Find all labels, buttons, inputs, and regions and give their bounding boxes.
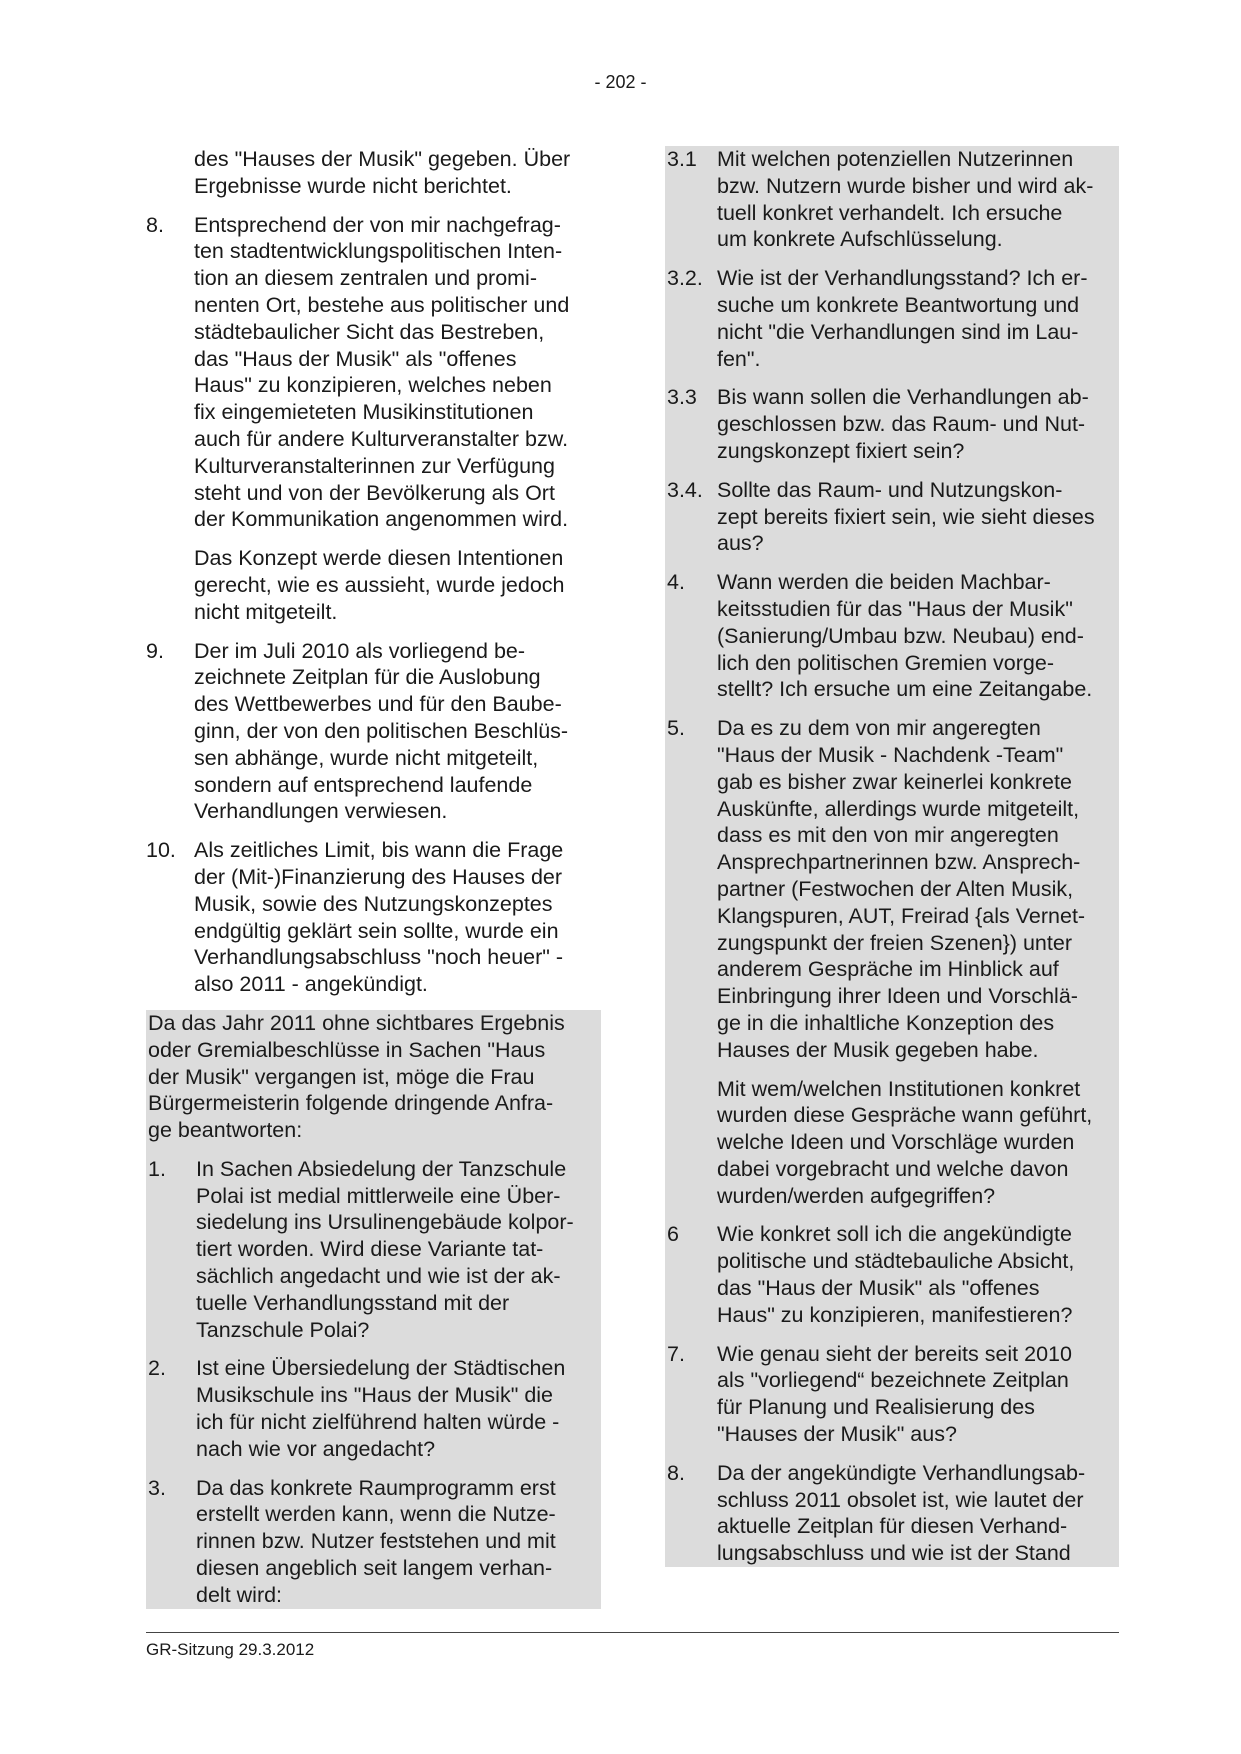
item-number: 8. xyxy=(146,212,164,237)
list-item-10 xyxy=(146,837,601,998)
text-line: Hauses der Musik gegeben habe. xyxy=(717,1037,1039,1062)
text-line: Ist eine Übersiedelung der Städtischen xyxy=(196,1356,566,1381)
item-number: 2. xyxy=(148,1356,166,1381)
text-line: zeichnete Zeitplan für die Auslobung xyxy=(194,665,541,690)
text-line: Da das konkrete Raumprogramm erst xyxy=(196,1475,556,1500)
text-line: Polai ist medial mittlerweile eine Über- xyxy=(196,1183,561,1208)
text-line: Auskünfte, allerdings wurde mitgeteilt, xyxy=(717,796,1080,821)
text-line: nach wie vor angedacht? xyxy=(196,1436,436,1461)
text-line: schluss 2011 obsolet ist, wie lautet der xyxy=(717,1487,1084,1512)
text-line: Ansprechpartnerinnen bzw. Ansprech- xyxy=(717,850,1081,875)
item-extra-paragraph xyxy=(717,1076,1117,1210)
text-line: tuelle Verhandlungsstand mit der xyxy=(196,1290,510,1315)
item-extra-paragraph xyxy=(194,545,601,625)
item-number: 6 xyxy=(667,1222,679,1247)
text-line: nicht "die Verhandlungen sind im Lau- xyxy=(717,319,1079,344)
text-line: Als zeitliches Limit, bis wann die Frage xyxy=(194,838,564,863)
question-7 xyxy=(667,1341,1117,1448)
item-number: 3.1 xyxy=(667,147,697,171)
continuation-paragraph xyxy=(146,146,601,200)
text-line: ginn, der von den politischen Beschlüs- xyxy=(194,718,569,743)
item-number: 1. xyxy=(148,1156,166,1181)
text-line: ge beantworten: xyxy=(148,1118,303,1143)
text-line: tiert worden. Wird diese Variante tat- xyxy=(196,1237,544,1262)
text-line: Sollte das Raum- und Nutzungskon- xyxy=(717,477,1063,502)
question-8 xyxy=(667,1460,1117,1567)
text-line: rinnen bzw. Nutzer feststehen und mit xyxy=(196,1529,556,1554)
text-line: politische und städtebauliche Absicht, xyxy=(717,1249,1075,1274)
text-line: sächlich angedacht und wie ist der ak- xyxy=(196,1264,561,1289)
text-line: suche um konkrete Beantwortung und xyxy=(717,292,1080,317)
item-number: 10. xyxy=(146,838,176,863)
question-3-1 xyxy=(667,146,1117,253)
text-line: Wann werden die beiden Machbar- xyxy=(717,570,1051,595)
footer-divider xyxy=(146,1632,1119,1633)
text-line: der Musik" vergangen ist, möge die Frau xyxy=(148,1064,535,1089)
text-line: Klangspuren, AUT, Freirad {als Vernet- xyxy=(717,903,1086,928)
question-5 xyxy=(667,715,1117,1209)
text-line: zept bereits fixiert sein, wie sieht dieses xyxy=(717,504,1095,529)
text-line: keitsstudien für das "Haus der Musik" xyxy=(717,596,1073,621)
text-line: zungspunkt der freien Szenen}) unter xyxy=(717,930,1072,955)
text-line: wurden/werden aufgegriffen? xyxy=(717,1183,996,1208)
text-line: "Hauses der Musik" aus? xyxy=(717,1422,957,1447)
text-line: das "Haus der Musik" als "offenes xyxy=(194,346,517,371)
text-line: aus? xyxy=(717,531,764,556)
text-line: zungskonzept fixiert sein? xyxy=(717,438,965,463)
question-3 xyxy=(148,1475,599,1609)
text-line: Da das Jahr 2011 ohne sichtbares Ergebnis xyxy=(148,1010,565,1035)
text-line: bzw. Nutzern wurde bisher und wird ak- xyxy=(717,173,1094,198)
text-line: endgültig geklärt sein sollte, wurde ein xyxy=(194,918,559,943)
text-line: ten stadtentwicklungspolitischen Inten- xyxy=(194,239,563,264)
text-line: Wie genau sieht der bereits seit 2010 xyxy=(717,1341,1072,1366)
inquiry-block xyxy=(146,1010,601,1609)
text-line: nicht mitgeteilt. xyxy=(194,599,338,624)
item-number: 4. xyxy=(667,570,685,595)
text-line: der (Mit-)Finanzierung des Hauses der xyxy=(194,864,563,889)
text-line: wurden diese Gespräche wann geführt, xyxy=(717,1103,1093,1128)
text-line: Bürgermeisterin folgende dringende Anfra- xyxy=(148,1091,554,1116)
text-line: des "Hauses der Musik" gegeben. Über xyxy=(194,147,571,171)
text-line: fen". xyxy=(717,346,761,371)
text-line: partner (Festwochen der Alten Musik, xyxy=(717,876,1074,901)
text-line: ge in die inhaltliche Konzeption des xyxy=(717,1010,1055,1035)
text-line: der Kommunikation angenommen wird. xyxy=(194,507,569,532)
footer-text: GR-Sitzung 29.3.2012 xyxy=(146,1640,315,1659)
text-line: geschlossen bzw. das Raum- und Nut- xyxy=(717,412,1086,437)
text-line: gab es bisher zwar keinerlei konkrete xyxy=(717,769,1072,794)
text-line: delt wird: xyxy=(196,1582,283,1607)
text-line: Mit wem/welchen Institutionen konkret xyxy=(717,1076,1081,1101)
text-line: tion an diesem zentralen und promi- xyxy=(194,266,537,291)
text-line: nenten Ort, bestehe aus politischer und xyxy=(194,292,570,317)
text-line: Wie ist der Verhandlungsstand? Ich er- xyxy=(717,266,1088,291)
text-line: gerecht, wie es aussieht, wurde jedoch xyxy=(194,572,565,597)
text-line: um konkrete Aufschlüsselung. xyxy=(717,227,1003,252)
text-line: Wie konkret soll ich die angekündigte xyxy=(717,1222,1072,1247)
text-line: Kulturveranstalterinnen zur Verfügung xyxy=(194,453,555,478)
item-number: 3.4. xyxy=(667,477,703,502)
text-line: fix eingemieteten Musikinstitutionen xyxy=(194,400,534,425)
text-line: In Sachen Absiedelung der Tanzschule xyxy=(196,1156,567,1181)
text-line: Einbringung ihrer Ideen und Vorschlä- xyxy=(717,984,1078,1009)
item-number: 3.2. xyxy=(667,266,703,291)
text-line: Verhandlungsabschluss "noch heuer" - xyxy=(194,945,564,970)
item-number: 5. xyxy=(667,716,685,741)
text-line: das "Haus der Musik" als "offenes xyxy=(717,1276,1040,1301)
item-number: 9. xyxy=(146,638,164,663)
text-line: oder Gremialbeschlüsse in Sachen "Haus xyxy=(148,1037,546,1062)
left-column xyxy=(146,146,601,1609)
text-line: Bis wann sollen die Verhandlungen ab- xyxy=(717,385,1089,410)
text-line: Musikschule ins "Haus der Musik" die xyxy=(196,1383,554,1408)
text-line: diesen angeblich seit langem verhan- xyxy=(196,1556,553,1581)
text-line: tuell konkret verhandelt. Ich ersuche xyxy=(717,200,1063,225)
text-line: welche Ideen und Vorschläge wurden xyxy=(717,1130,1075,1155)
question-3-4 xyxy=(667,477,1117,557)
text-line: siedelung ins Ursulinengebäude kolpor- xyxy=(196,1210,574,1235)
question-3-2 xyxy=(667,265,1117,372)
text-line: Da es zu dem von mir angeregten xyxy=(717,716,1041,741)
text-line: auch für andere Kulturveranstalter bzw. xyxy=(194,426,569,451)
text-line: Musik, sowie des Nutzungskonzeptes xyxy=(194,891,553,916)
text-line: städtebaulicher Sicht das Bestreben, xyxy=(194,319,545,344)
text-line: als "vorliegend“ bezeichnete Zeitplan xyxy=(717,1368,1069,1393)
question-6 xyxy=(667,1221,1117,1328)
text-line: Haus" zu konzipieren, manifestieren? xyxy=(717,1302,1073,1327)
inquiry-intro xyxy=(148,1010,599,1144)
item-number: 3.3 xyxy=(667,385,697,410)
item-number: 7. xyxy=(667,1341,685,1366)
text-line: für Planung und Realisierung des xyxy=(717,1395,1035,1420)
item-number: 8. xyxy=(667,1460,685,1485)
question-1 xyxy=(148,1156,599,1344)
text-line: Mit welchen potenziellen Nutzerinnen xyxy=(717,147,1074,171)
text-line: Verhandlungen verwiesen. xyxy=(194,799,448,824)
text-line: sondern auf entsprechend laufende xyxy=(194,772,533,797)
text-line: steht und von der Bevölkerung als Ort xyxy=(194,480,555,505)
text-line: stellt? Ich ersuche um eine Zeitangabe. xyxy=(717,677,1093,702)
list-item-8 xyxy=(146,212,601,626)
text-line: des Wettbewerbes und für den Baube- xyxy=(194,692,562,717)
text-line: Da der angekündigte Verhandlungsab- xyxy=(717,1460,1086,1485)
question-3-3 xyxy=(667,384,1117,464)
text-line: lich den politischen Gremien vorge- xyxy=(717,650,1054,675)
text-line: also 2011 - angekündigt. xyxy=(194,972,428,997)
question-4 xyxy=(667,569,1117,703)
text-line: ich für nicht zielführend halten würde - xyxy=(196,1410,560,1435)
text-line: Der im Juli 2010 als vorliegend be- xyxy=(194,638,526,663)
text-line: dabei vorgebracht und welche davon xyxy=(717,1156,1069,1181)
text-line: aktuelle Zeitplan für diesen Verhand- xyxy=(717,1514,1068,1539)
text-line: "Haus der Musik - Nachdenk -Team" xyxy=(717,742,1064,767)
text-line: Haus" zu konzipieren, welches neben xyxy=(194,373,552,398)
page-number: - 202 - xyxy=(594,72,647,92)
text-line: sen abhänge, wurde nicht mitgeteilt, xyxy=(194,745,539,770)
text-line: anderem Gespräche im Hinblick auf xyxy=(717,957,1059,982)
questions-block xyxy=(665,146,1119,1567)
text-line: dass es mit den von mir angeregten xyxy=(717,823,1059,848)
text-line: (Sanierung/Umbau bzw. Neubau) end- xyxy=(717,623,1084,648)
item-number: 3. xyxy=(148,1475,166,1500)
text-line: erstellt werden kann, wenn die Nutze- xyxy=(196,1502,556,1527)
text-line: Tanzschule Polai? xyxy=(196,1317,370,1342)
list-item-9 xyxy=(146,638,601,826)
text-line: lungsabschluss und wie ist der Stand xyxy=(717,1541,1071,1566)
text-line: Das Konzept werde diesen Intentionen xyxy=(194,546,564,571)
text-line: Ergebnisse wurde nicht berichtet. xyxy=(194,173,512,198)
right-column xyxy=(665,146,1119,1567)
text-line: Entsprechend der von mir nachgefrag- xyxy=(194,212,561,237)
question-2 xyxy=(148,1355,599,1462)
